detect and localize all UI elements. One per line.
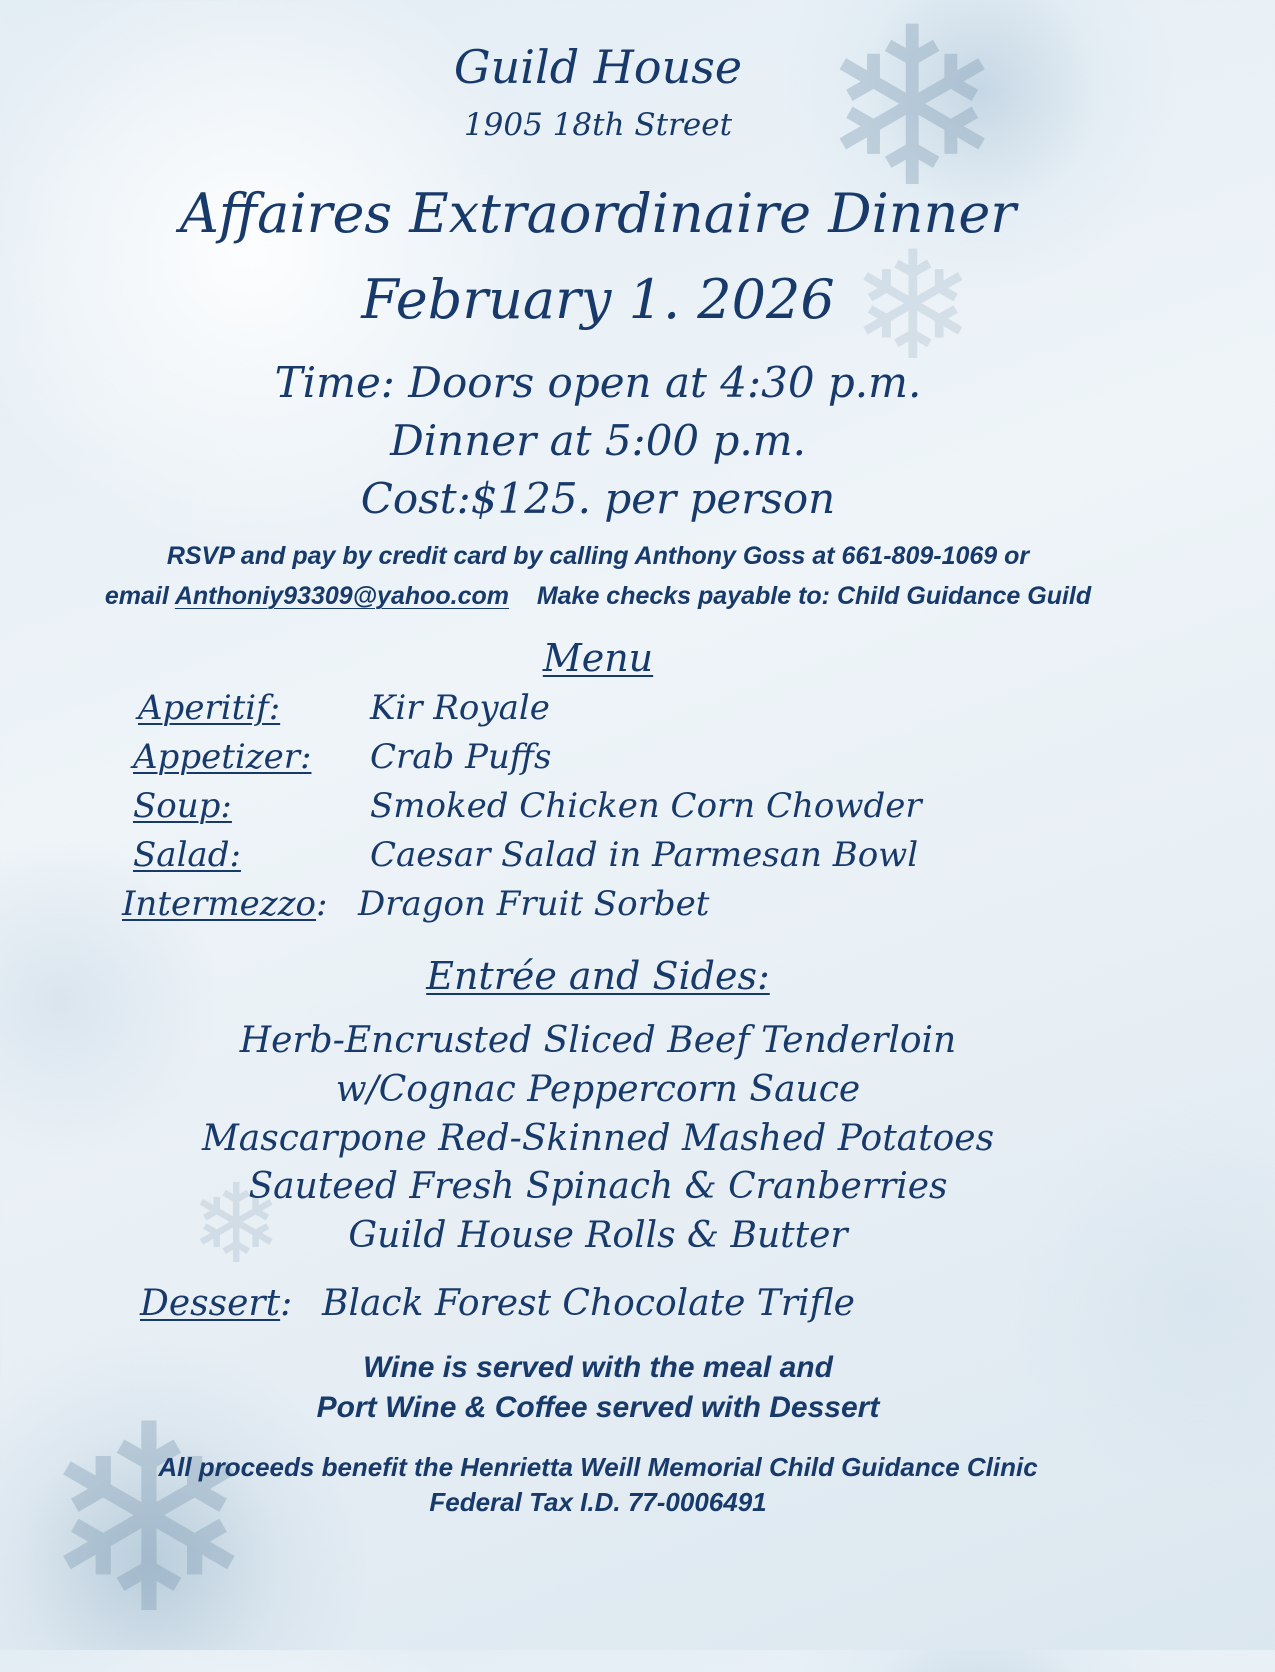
tax-id: Federal Tax I.D. 77-0006491 [429,1487,767,1517]
entree-item: w/Cognac Peppercorn Sauce [335,1069,861,1110]
course-label: Appetizer: [133,737,312,777]
email-link[interactable]: Anthoniy93309@yahoo.com [174,582,510,610]
rsvp-line: RSVP and pay by credit card by calling Anthony Goss at 661-809-1069 or [166,542,1030,570]
dinner-time: Dinner at 5:00 p.m. [390,416,806,465]
venue-address: 1905 18th Street [463,107,733,143]
doors-time: Time: Doors open at 4:30 p.m. [274,358,922,407]
event-title: Affaires Extraordinaire Dinner [179,182,1017,245]
entree-title: Entrée and Sides: [426,954,770,998]
venue-name: Guild House [453,40,743,94]
snowflake-icon: ❄ [850,220,976,394]
wine-line-1: Wine is served with the meal and [363,1351,833,1384]
course-item: Dragon Fruit Sorbet [358,884,710,924]
snowflake-icon: ❄ [820,0,1005,236]
course-label: Aperitif: [138,688,281,728]
entree-item: Mascarpone Red-Skinned Mashed Potatoes [201,1118,995,1159]
course-label-intermezzo: Intermezzo: [122,884,328,924]
entree-item: Sauteed Fresh Spinach & Cranberries [248,1166,948,1207]
course-label: Soup: [133,786,232,826]
proceeds-line: All proceeds benefit the Henrietta Weill Memorial Child Guidance Clinic [158,1452,1038,1482]
entree-item: Guild House Rolls & Butter [348,1215,848,1256]
snowflake-icon: ❄ [40,1370,258,1672]
wine-line-2: Port Wine & Coffee served with Dessert [316,1391,880,1424]
course-item: Kir Royale [370,688,550,728]
snowflake-icon: ❄ [190,1160,283,1288]
course-item: Caesar Salad in Parmesan Bowl [370,835,919,875]
event-date: February 1. 2026 [361,268,835,331]
menu-title: Menu [542,636,654,680]
rsvp-email-line [0,582,1196,611]
course-item: Smoked Chicken Corn Chowder [370,786,922,826]
cost: Cost:$125. per person [360,474,836,523]
course-item: Crab Puffs [370,737,552,777]
email-prefix: email [104,582,175,610]
checks-payable: Make checks payable to: Child Guidance Guild [536,582,1092,610]
course-label: Salad: [133,835,241,875]
dessert-label: Dessert: [140,1283,293,1324]
dessert-item: Black Forest Chocolate Trifle [322,1283,855,1324]
entree-item: Herb-Encrusted Sliced Beef Tenderloin [239,1020,957,1061]
